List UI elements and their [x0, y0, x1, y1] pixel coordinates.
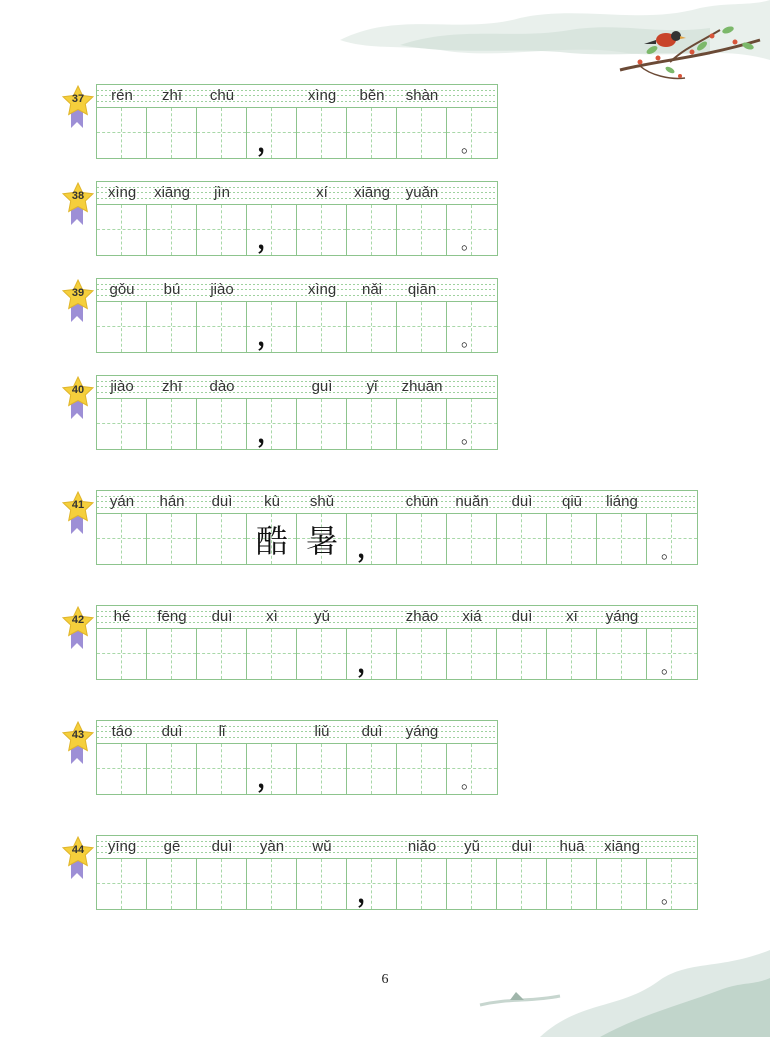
writing-cell[interactable]	[347, 744, 397, 794]
pinyin-syllable: lǐ	[218, 723, 226, 740]
writing-cell[interactable]	[547, 514, 597, 564]
page-number: 6	[381, 972, 389, 987]
writing-cell[interactable]	[247, 108, 297, 158]
star-badge-icon	[60, 375, 96, 419]
pinyin-syllable: hán	[159, 493, 185, 510]
pinyin-syllable: qiān	[407, 281, 437, 298]
pinyin-syllable: yǔ	[314, 608, 330, 625]
writing-cell[interactable]	[247, 514, 297, 564]
writing-cell[interactable]	[447, 108, 497, 158]
tianzige-grid	[96, 605, 698, 680]
pinyin-syllable: xiāng	[604, 838, 640, 855]
exercise-number: 40	[71, 384, 85, 396]
writing-cell[interactable]	[247, 205, 297, 255]
tianzige-grid	[96, 278, 498, 353]
writing-cell[interactable]	[247, 744, 297, 794]
pinyin-syllable: duì	[361, 723, 383, 740]
pinyin-syllable: běn	[359, 87, 385, 104]
pinyin-syllable: duì	[511, 493, 533, 510]
pinyin-syllable: guì	[311, 378, 333, 395]
writing-cell[interactable]	[397, 399, 447, 449]
exercise-number: 41	[71, 499, 85, 511]
pinyin-syllable: bú	[163, 281, 181, 298]
writing-cell[interactable]	[197, 302, 247, 352]
writing-cell[interactable]	[147, 108, 197, 158]
pinyin-syllable: gǒu	[109, 281, 135, 298]
exercise-number: 42	[71, 614, 85, 626]
pinyin-syllable: xìng	[107, 184, 137, 201]
pinyin-syllable: huā	[559, 838, 585, 855]
pinyin-syllable: xī	[566, 608, 578, 625]
pinyin-syllable: xìng	[307, 87, 337, 104]
writing-cell[interactable]	[397, 859, 447, 909]
writing-cell[interactable]	[447, 859, 497, 909]
pinyin-row	[97, 491, 697, 514]
pinyin-syllable: duì	[211, 493, 233, 510]
pinyin-row	[97, 279, 497, 302]
pinyin-row	[97, 606, 697, 629]
writing-cell[interactable]	[597, 629, 647, 679]
pinyin-syllable: duì	[511, 608, 533, 625]
star-badge-icon	[60, 84, 96, 128]
period-mark: 。	[461, 772, 479, 793]
writing-cell[interactable]	[147, 744, 197, 794]
pinyin-syllable: yǐ	[366, 378, 378, 395]
period-mark: 。	[461, 427, 479, 448]
pinyin-syllable: xiá	[462, 608, 482, 625]
pinyin-syllable: shǔ	[309, 493, 335, 510]
writing-cell[interactable]	[397, 205, 447, 255]
period-mark: 。	[461, 330, 479, 351]
writing-cell[interactable]	[147, 302, 197, 352]
answer-character: 酷	[255, 522, 288, 560]
writing-cell[interactable]	[297, 744, 347, 794]
writing-cell[interactable]	[97, 399, 147, 449]
writing-cell[interactable]	[97, 514, 147, 564]
pinyin-syllable: jiào	[110, 378, 134, 395]
pinyin-syllable: gē	[163, 838, 181, 855]
pinyin-syllable: yáng	[405, 723, 439, 740]
writing-cell[interactable]	[147, 629, 197, 679]
pinyin-syllable: chūn	[405, 493, 439, 510]
pinyin-syllable: qiū	[561, 493, 583, 510]
pinyin-syllable: xìng	[307, 281, 337, 298]
writing-cell[interactable]	[347, 108, 397, 158]
pinyin-syllable: zhī	[161, 87, 182, 104]
exercise-number: 44	[71, 844, 85, 856]
pinyin-syllable: chū	[209, 87, 235, 104]
pinyin-syllable: yīng	[107, 838, 137, 855]
exercise-number: 43	[71, 729, 85, 741]
comma-mark: ，	[257, 225, 284, 255]
writing-cell[interactable]	[297, 205, 347, 255]
pinyin-syllable: shàn	[405, 87, 439, 104]
answer-character: 暑	[305, 522, 338, 560]
pinyin-syllable: kù	[264, 493, 280, 510]
pinyin-row	[97, 376, 497, 399]
exercise-number: 37	[71, 93, 85, 105]
writing-cell[interactable]	[647, 629, 697, 679]
pinyin-syllable: jiào	[210, 281, 234, 298]
pinyin-syllable: duì	[161, 723, 183, 740]
writing-cell[interactable]	[97, 108, 147, 158]
writing-cell[interactable]	[197, 514, 247, 564]
pinyin-syllable: fēng	[157, 608, 187, 625]
writing-cell[interactable]	[597, 514, 647, 564]
pinyin-syllable: xiāng	[154, 184, 190, 201]
pinyin-row	[97, 85, 497, 108]
writing-cell[interactable]	[97, 629, 147, 679]
writing-cell[interactable]	[347, 514, 397, 564]
star-badge-icon	[60, 278, 96, 322]
writing-cell[interactable]	[197, 744, 247, 794]
writing-cell[interactable]	[297, 399, 347, 449]
comma-mark: ，	[357, 649, 384, 679]
pinyin-syllable: xì	[266, 608, 278, 625]
star-badge-icon	[60, 605, 96, 649]
writing-cell[interactable]	[147, 399, 197, 449]
pinyin-syllable: duì	[211, 838, 233, 855]
writing-cell[interactable]	[147, 514, 197, 564]
writing-cell[interactable]	[97, 302, 147, 352]
tianzige-grid	[96, 490, 698, 565]
pinyin-row	[97, 721, 497, 744]
writing-cell[interactable]	[247, 859, 297, 909]
writing-cell[interactable]	[97, 744, 147, 794]
exercise-number: 39	[71, 287, 85, 299]
writing-cell[interactable]	[497, 859, 547, 909]
writing-cell[interactable]	[447, 744, 497, 794]
writing-cell[interactable]	[147, 205, 197, 255]
writing-cell[interactable]	[247, 302, 297, 352]
star-badge-icon	[60, 720, 96, 764]
writing-cell[interactable]	[347, 859, 397, 909]
writing-cell[interactable]	[247, 629, 297, 679]
tianzige-grid	[96, 375, 498, 450]
writing-cell[interactable]	[397, 744, 447, 794]
period-mark: 。	[661, 887, 679, 908]
writing-cell[interactable]	[197, 108, 247, 158]
writing-cell[interactable]	[197, 205, 247, 255]
comma-mark: ，	[357, 879, 384, 909]
writing-cell[interactable]	[447, 629, 497, 679]
pinyin-syllable: yuǎn	[405, 184, 439, 201]
pinyin-syllable: xiāng	[354, 184, 390, 201]
writing-cell[interactable]	[397, 514, 447, 564]
writing-cell[interactable]	[447, 514, 497, 564]
pinyin-syllable: nǎi	[361, 281, 383, 298]
writing-cell[interactable]	[347, 302, 397, 352]
pinyin-syllable: duì	[211, 608, 233, 625]
tianzige-grid	[96, 720, 498, 795]
star-badge-icon	[60, 181, 96, 225]
pinyin-syllable: yàn	[259, 838, 285, 855]
period-mark: 。	[461, 233, 479, 254]
writing-cell[interactable]	[397, 629, 447, 679]
comma-mark: ，	[257, 419, 284, 449]
pinyin-syllable: zhāo	[405, 608, 439, 625]
writing-cell[interactable]	[347, 629, 397, 679]
pinyin-row	[97, 182, 497, 205]
pinyin-syllable: liáng	[606, 493, 638, 510]
writing-cell[interactable]	[547, 629, 597, 679]
writing-cell[interactable]	[97, 859, 147, 909]
writing-cell[interactable]	[447, 399, 497, 449]
ink-landscape-mountains	[420, 930, 770, 1037]
pinyin-syllable: duì	[511, 838, 533, 855]
writing-cell[interactable]	[497, 629, 547, 679]
pinyin-syllable: nuǎn	[455, 493, 489, 510]
writing-cell[interactable]	[297, 629, 347, 679]
pinyin-syllable: zhī	[161, 378, 182, 395]
writing-cell[interactable]	[547, 859, 597, 909]
comma-mark: ，	[257, 764, 284, 794]
writing-cell[interactable]	[647, 859, 697, 909]
period-mark: 。	[661, 542, 679, 563]
exercise-number: 38	[71, 190, 85, 202]
writing-cell[interactable]	[597, 859, 647, 909]
writing-cell[interactable]	[247, 399, 297, 449]
writing-cell[interactable]	[297, 302, 347, 352]
writing-cell[interactable]	[397, 302, 447, 352]
comma-mark: ，	[257, 322, 284, 352]
tianzige-grid	[96, 84, 498, 159]
writing-cell[interactable]	[497, 514, 547, 564]
pinyin-syllable: yáng	[605, 608, 639, 625]
pinyin-syllable: yǔ	[464, 838, 480, 855]
writing-cell[interactable]	[297, 514, 347, 564]
pinyin-syllable: yán	[109, 493, 135, 510]
writing-cell[interactable]	[147, 859, 197, 909]
writing-cell[interactable]	[647, 514, 697, 564]
writing-cell[interactable]	[197, 629, 247, 679]
writing-cell[interactable]	[397, 108, 447, 158]
writing-cell[interactable]	[347, 205, 397, 255]
star-badge-icon	[60, 490, 96, 534]
writing-cell[interactable]	[97, 205, 147, 255]
pinyin-syllable: rén	[111, 87, 133, 104]
period-mark: 。	[461, 136, 479, 157]
writing-cell[interactable]	[297, 108, 347, 158]
pinyin-syllable: dào	[209, 378, 235, 395]
writing-cell[interactable]	[447, 302, 497, 352]
pinyin-row	[97, 836, 697, 859]
pinyin-syllable: jìn	[214, 184, 230, 201]
writing-cell[interactable]	[197, 859, 247, 909]
pinyin-syllable: liǔ	[314, 723, 330, 740]
pinyin-syllable: táo	[111, 723, 133, 740]
tianzige-grid	[96, 835, 698, 910]
pinyin-syllable: hé	[113, 608, 131, 625]
comma-mark: ，	[357, 534, 384, 564]
period-mark: 。	[661, 657, 679, 678]
writing-cell[interactable]	[197, 399, 247, 449]
pinyin-syllable: niǎo	[407, 838, 437, 855]
pinyin-syllable: zhuān	[401, 378, 443, 395]
star-badge-icon	[60, 835, 96, 879]
pinyin-syllable: xí	[316, 184, 328, 201]
comma-mark: ，	[257, 128, 284, 158]
writing-cell[interactable]	[297, 859, 347, 909]
pinyin-syllable: wǔ	[312, 838, 332, 855]
writing-cell[interactable]	[347, 399, 397, 449]
tianzige-grid	[96, 181, 498, 256]
writing-cell[interactable]	[447, 205, 497, 255]
